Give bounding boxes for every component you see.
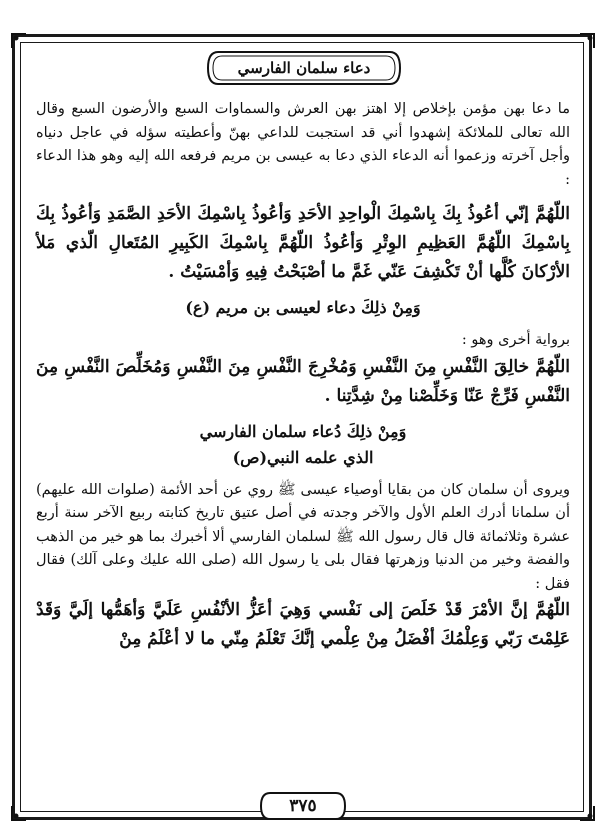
page-number: ٣٧٥ [289, 796, 317, 816]
section-heading-2: وَمِنْ ذلِكَ دُعاء سلمان الفارسي [199, 421, 407, 441]
intro-paragraph: ما دعا بهن مؤمن بإخلاص إلا اهتز بهن العرش والسماوات السبع والأرضون السبع وقال الله تعالى للملائكة إشهدوا أني قد استجبت للداعي بهنّ وأعطيته سؤله في عاجل دنياه وأجل آخرته وزعموا أنه الدعاء الذي دعا به عيسى بن مريم فرفعه الله إليه وهو هذا الدعاء : [36, 101, 570, 188]
dua-text-2: اللّهُمَّ خالِقَ النَّفْسِ مِنَ النَّفْسِ وَمُخْرِجَ النَّفْسِ مِنَ النَّفْسِ وَمُخَلِّصَ النَّفْسِ مِنَ النَّفْسِ فَرِّجْ عَنّا وَخَلِّصْنا مِنْ شِدَّتِنا . [36, 356, 570, 406]
section-heading-1: وَمِنْ ذلِكَ دعاء لعيسى بن مريم (ع) [185, 298, 421, 317]
corner-ornament-icon [578, 32, 596, 50]
dua-text-3: اللّهُمَّ إنَّ الأمْرَ قَدْ خَلَصَ إلى نَفْسي وَهِيَ أعَزُّ الأنْفُسِ عَلَيَّ وَأهَمُّها إلَيَّ وَقَدْ عَلِمْتَ رَبّي وَعِلْمُكَ أفْضَلُ مِنْ عِلْمي إنَّكَ تَعْلَمُ مِنّي ما لا أعْلَمُ مِنْ [36, 600, 570, 649]
corner-ornament-icon [10, 804, 28, 822]
dua-text-1: اللّهُمَّ إنّي أعُوذُ بِكَ بِاسْمِكَ الْواحِدِ الأحَدِ وَأعُوذُ بِاسْمِكَ الأحَدِ الصَّمَدِ وَأعُوذُ بِكَ بِاسْمِكَ اللّهُمَّ العَظِيمِ الوِتْرِ وَأعُوذُ اللّهُمَّ بِاسْمِكَ الكَبِيرِ المُتَعالِ الّذي مَلأ الأرْكانَ كُلَّها أنْ تَكْشِفَ عَنّي غَمَّ ما أصْبَحْتُ فِيهِ وَأمْسَيْتُ . [36, 204, 570, 282]
intro-paragraph-2: برواية أخرى وهو : [461, 332, 570, 348]
section-subheading-2: الذي علمه النبي(ص) [232, 447, 374, 467]
narration-paragraph: ويروى أن سلمان كان من بقايا أوصياء عيسى ﷺ روي عن أحد الأئمة (صلوات الله عليهم) أن سلمانا أدرك العلم الأول والآخر وجدته في أصل عتيق تاريخ كتابته ربيع الآخر سنة أربع عشرة وثلاثمائة قال قال رسول الله ﷺ لسلمان الفارسي ألا أخبرك بما هو خير من الذهب والفضة وخير من الدنيا وزهرتها فقال بلى يا رسول الله (صلى الله عليك وعلى آلك) فقال فقل : [36, 481, 570, 592]
page-content [36, 98, 570, 654]
header-cartouche [204, 46, 404, 90]
corner-ornament-icon [10, 32, 28, 50]
corner-ornament-icon [578, 804, 596, 822]
page-number-cartouche [258, 790, 348, 822]
page-header-title: دعاء سلمان الفارسي [237, 59, 371, 77]
